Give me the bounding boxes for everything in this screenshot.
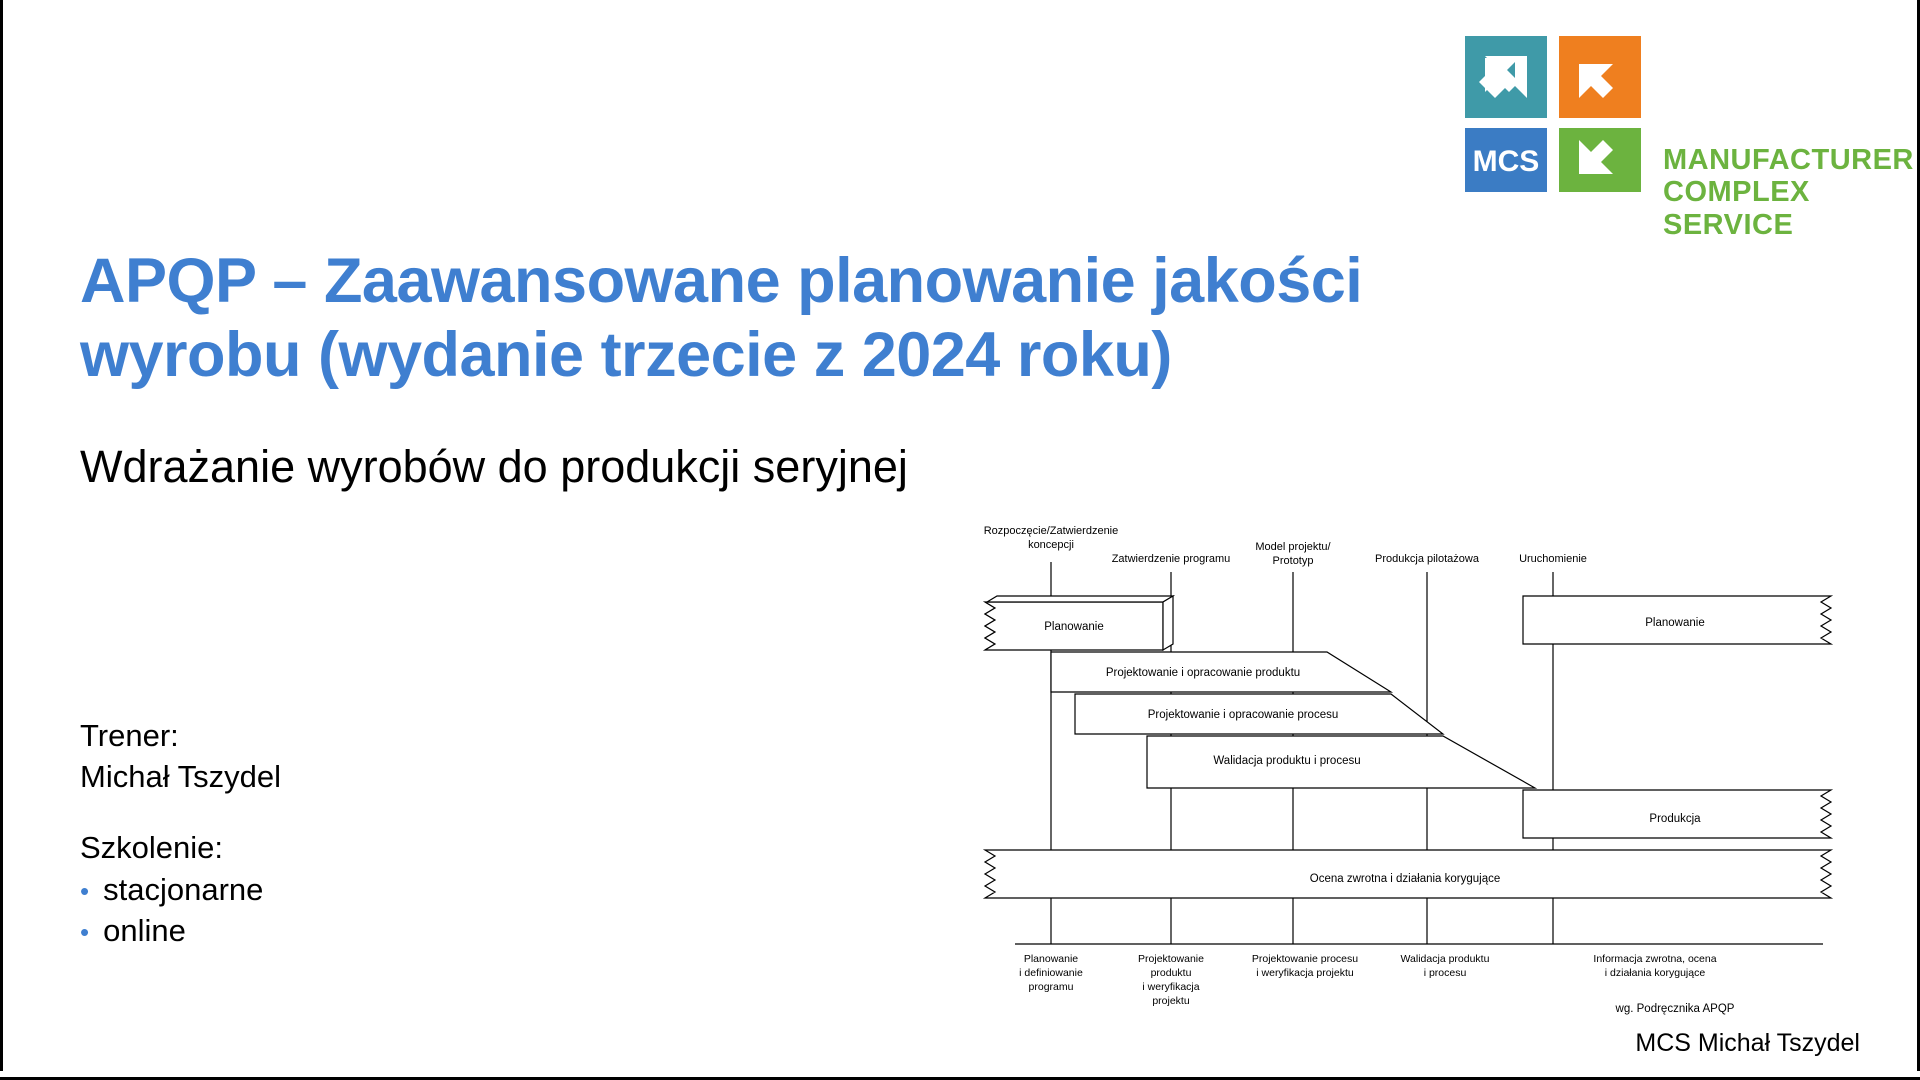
milestone-label-3-line1: Model projektu/ <box>1255 541 1331 553</box>
band-planowanie-top-face <box>987 596 1173 602</box>
page-title-line-2: wyrobu (wydanie trzecie z 2024 roku) <box>80 319 1172 390</box>
logo-wordmark <box>1663 144 1914 241</box>
logo-mark-icon <box>1455 28 1655 198</box>
page-title <box>80 245 1370 392</box>
presenter-info <box>80 715 640 951</box>
milestone-label-3-line2: Prototyp <box>1272 555 1314 567</box>
phase-2-line-4: projektu <box>1152 995 1190 1007</box>
phase-5-line-1: Informacja zwrotna, ocena <box>1593 953 1717 965</box>
band-label-produkcja: Produkcja <box>1649 813 1701 825</box>
logo-line-3: SERVICE <box>1663 208 1794 241</box>
logo-line-1: MANUFACTURER <box>1663 144 1914 176</box>
bullet-icon: • <box>80 916 90 947</box>
phase-4-line-1: Walidacja produktu <box>1400 953 1490 965</box>
slide-border-left <box>0 0 3 1080</box>
milestone-label-5: Uruchomienie <box>1519 553 1587 565</box>
slide-footer: MCS Michał Tszydel <box>1635 1029 1860 1057</box>
band-label-ocena-zwrotna: Ocena zwrotna i działania korygujące <box>1309 873 1501 885</box>
milestone-label-1-line2: koncepcji <box>1028 539 1074 551</box>
diagram-source: wg. Podręcznika APQP <box>1615 1003 1735 1015</box>
list-item <box>80 869 640 910</box>
phase-3-line-1: Projektowanie procesu <box>1251 953 1359 965</box>
apqp-diagram-svg <box>975 520 1855 1020</box>
phase-2-line-3: i weryfikacja <box>1142 981 1200 993</box>
spacer <box>80 797 640 827</box>
trainer-label: Trener: <box>80 718 179 753</box>
milestone-label-1-line1: Rozpoczęcie/Zatwierdzenie <box>983 525 1119 537</box>
svg-text:MCS: MCS <box>1472 145 1540 178</box>
apqp-timeline-diagram <box>975 520 1855 1020</box>
band-label-projektowanie-produktu: Projektowanie i opracowanie produktu <box>1105 667 1301 679</box>
training-option-2: online <box>103 912 186 948</box>
band-label-projektowanie-procesu: Projektowanie i opracowanie procesu <box>1147 709 1339 721</box>
training-label: Szkolenie: <box>80 830 224 866</box>
company-logo <box>1455 28 1914 241</box>
phase-1-line-1: Planowanie <box>1023 953 1079 965</box>
page-title-line-1: APQP – Zaawansowane planowanie jakości <box>80 246 1363 316</box>
band-label-planowanie-left: Planowanie <box>1044 621 1104 633</box>
logo-line-2: COMPLEX <box>1663 176 1810 209</box>
milestone-label-2: Zatwierdzenie programu <box>1111 553 1231 565</box>
phase-2-line-2: produktu <box>1150 967 1192 979</box>
phase-2-line-1: Projektowanie <box>1138 953 1204 965</box>
phase-1-line-2: i definiowanie <box>1019 967 1083 979</box>
bullet-icon: • <box>80 875 90 906</box>
phase-3-line-2: i weryfikacja projektu <box>1256 967 1354 979</box>
milestone-label-4: Produkcja pilotażowa <box>1375 553 1479 565</box>
trainer-name: Michał Tszydel <box>80 759 282 795</box>
training-option-1: stacjonarne <box>103 871 264 907</box>
slide-border-bottom <box>0 1071 1920 1080</box>
phase-5-line-2: i działania korygujące <box>1604 967 1706 979</box>
phase-1-line-3: programu <box>1028 981 1074 993</box>
page-subtitle: Wdrażanie wyrobów do produkcji seryjnej <box>80 441 908 492</box>
band-label-planowanie-right: Planowanie <box>1645 617 1705 629</box>
band-planowanie-right-face <box>1163 596 1173 650</box>
phase-4-line-2: i procesu <box>1423 967 1467 979</box>
list-item <box>80 910 640 951</box>
band-label-walidacja: Walidacja produktu i procesu <box>1213 755 1361 767</box>
